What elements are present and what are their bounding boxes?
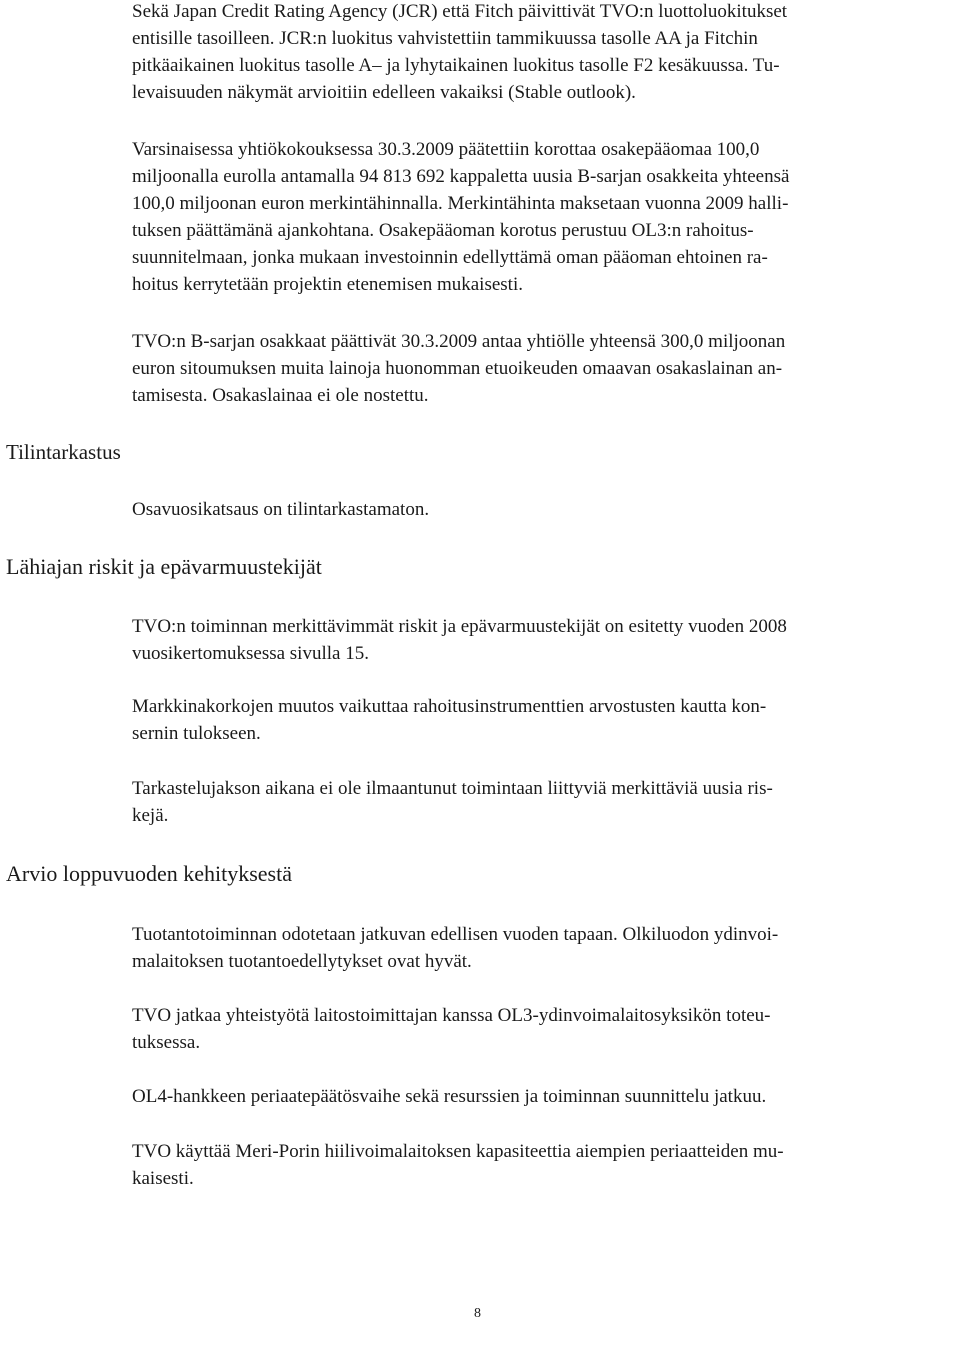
text-line: Tarkastelujakson aikana ei ole ilmaantunut toimintaan liittyviä merkittäviä uusia ris- <box>132 778 773 799</box>
text-line: entisille tasoilleen. JCR:n luokitus vahvistettiin tammikuussa tasolle AA ja Fitchin <box>132 28 758 49</box>
text-line: tuksessa. <box>132 1032 201 1053</box>
text-line: pitkäaikainen luokitus tasolle A– ja lyhytaikainen luokitus tasolle F2 kesäkuussa. Tu- <box>132 55 780 76</box>
text-line: TVO:n B-sarjan osakkaat päättivät 30.3.2009 antaa yhtiölle yhteensä 300,0 miljoonan <box>132 331 786 352</box>
text-line: kejä. <box>132 805 169 826</box>
text-line: vuosikertomuksessa sivulla 15. <box>132 643 369 664</box>
paragraph-no-new-risks <box>132 775 956 829</box>
paragraph-interest-rates <box>132 693 956 747</box>
text-line: Sekä Japan Credit Rating Agency (JCR) että Fitch päivittivät TVO:n luottoluokitukset <box>132 1 788 22</box>
text-line: OL4-hankkeen periaatepäätösvaihe sekä resurssien ja toiminnan suunnittelu jatkuu. <box>132 1086 767 1107</box>
text-line: TVO käyttää Meri-Porin hiilivoimalaitoksen kapasiteettia aiempien periaatteiden mu- <box>132 1141 784 1162</box>
page-number: 8 <box>474 1306 481 1321</box>
paragraph-production <box>132 921 956 975</box>
text-line: levaisuuden näkymät arvioitiin edelleen vakaiksi (Stable outlook). <box>132 82 636 103</box>
paragraph-ol4-project <box>132 1083 956 1110</box>
text-line: TVO jatkaa yhteistyötä laitostoimittajan kanssa OL3-ydinvoimalaitosyksikön toteu- <box>132 1005 771 1026</box>
paragraph-main-risks <box>132 613 956 667</box>
paragraph-credit-ratings <box>132 0 956 106</box>
text-line: kaisesti. <box>132 1168 194 1189</box>
paragraph-share-capital-increase <box>132 136 956 298</box>
text-line: Osavuosikatsaus on tilintarkastamaton. <box>132 499 430 520</box>
text-line: TVO:n toiminnan merkittävimmät riskit ja epävarmuustekijät on esitetty vuoden 2008 <box>132 616 787 637</box>
text-line: Tuotantotoiminnan odotetaan jatkuvan edellisen vuoden tapaan. Olkiluodon ydinvoi- <box>132 924 779 945</box>
heading-outlook: Arvio loppuvuoden kehityksestä <box>6 861 292 886</box>
text-line: hoitus kerrytetään projektin etenemisen mukaisesti. <box>132 274 523 295</box>
paragraph-shareholder-loan <box>132 328 956 409</box>
text-line: Markkinakorkojen muutos vaikuttaa rahoitusinstrumenttien arvostusten kautta kon- <box>132 696 767 717</box>
text-line: Varsinaisessa yhtiökokouksessa 30.3.2009 päätettiin korottaa osakepääomaa 100,0 <box>132 139 760 160</box>
paragraph-meri-pori <box>132 1138 956 1192</box>
paragraph-ol3-cooperation <box>132 1002 956 1056</box>
text-line: tamisesta. Osakaslainaa ei ole nostettu. <box>132 385 429 406</box>
heading-risks: Lähiajan riskit ja epävarmuustekijät <box>6 554 322 579</box>
text-line: sernin tulokseen. <box>132 723 261 744</box>
text-line: 100,0 miljoonan euron merkintähinnalla. Merkintähinta maksetaan vuonna 2009 halli- <box>132 193 789 214</box>
text-line: miljoonalla eurolla antamalla 94 813 692 kappaletta uusia B-sarjan osakkeita yhteensä <box>132 166 790 187</box>
text-line: euron sitoumuksen muita lainoja huonomman etuoikeuden omaavan osakaslainan an- <box>132 358 783 379</box>
paragraph-audit-statement <box>132 496 956 523</box>
text-line: suunnitelmaan, jonka mukaan investoinnin edellyttämä oman pääoman ehtoinen ra- <box>132 247 768 268</box>
text-line: tuksen päättämänä ajankohtana. Osakepääoman korotus perustuu OL3:n rahoitus- <box>132 220 754 241</box>
side-label-auditing: Tilintarkastus <box>6 440 121 464</box>
text-line: malaitoksen tuotantoedellytykset ovat hyvät. <box>132 951 472 972</box>
